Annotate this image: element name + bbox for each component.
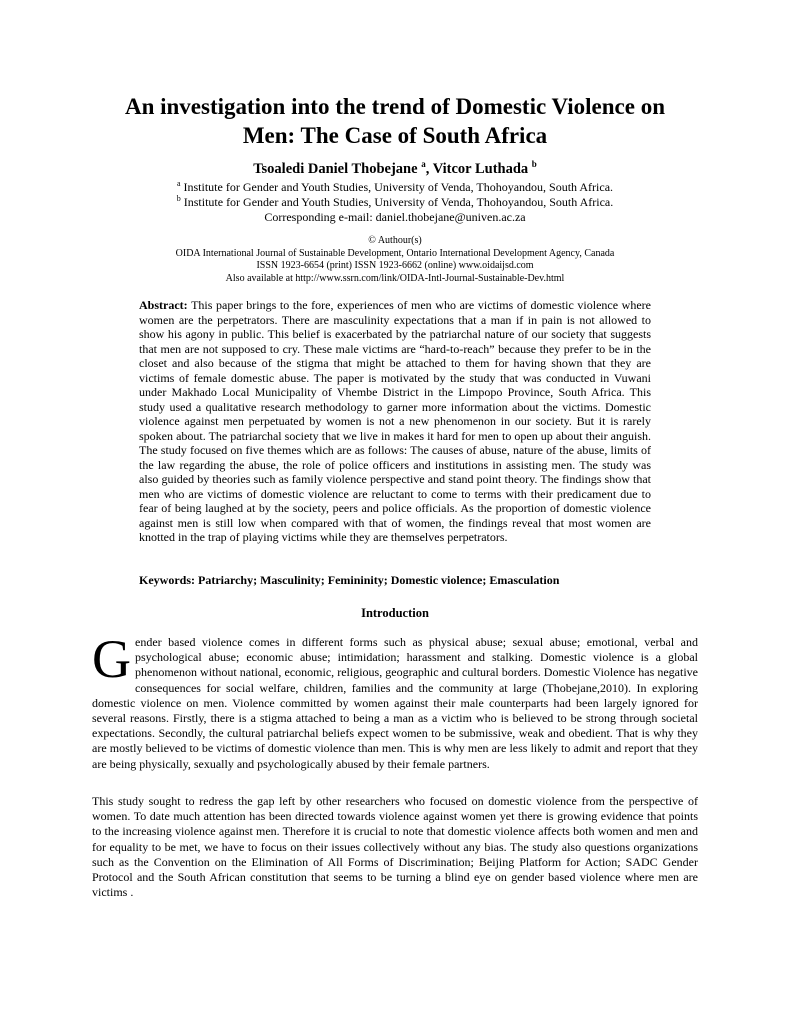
author-1-name: Tsoaledi Daniel Thobejane xyxy=(253,161,418,177)
journal-line: OIDA International Journal of Sustainable Development, Ontario International Development Agency, Canada xyxy=(175,247,615,259)
drop-cap: G xyxy=(92,629,131,689)
abstract-text: This paper brings to the fore, experiences of men who are victims of domestic violence where women are the perpetrators. There are masculinity expectations that a man if in pain is not allowed to show his agony in public. This belief is exacerbated by the patriarchal nature of our society that suggests that men are not supposed to cry. These male victims are “hard-to-reach” because they prefer to be in the closet and also because of the stigma that might be attached to them for having shown that they are victims of female domestic abuse. The paper is motivated by the study that was conducted in Vuwani under Makhado Local Municipality of Vhembe District in the Limpopo Province, South Africa. This study used a qualitative research methodology to garner more information about the victims. Domestic violence against men perpetuated by women is not a new phenomenon in our society. But it is rarely spoken about. The patriarchal society that we live in makes it hard for men to open up about their anguish. The study focused on five themes which are as follows: The causes of abuse, nature of the abuse, limits of the law regarding the abuse, the role of police officers and institutions in assisting men. The study was also guided by theories such as family violence perspective and stand point theory. The findings show that men who are victims of domestic violence are reluctant to come to terms with their predicament due to fear of being laughed at by the society, peers and police officials. As the proportion of domestic violence against men is still low when compared with that of women, the findings reveal that most women are knotted in the trap of playing victims while they are themselves perpetrators. xyxy=(139,298,651,544)
keywords: Keywords: Patriarchy; Masculinity; Femininity; Domestic violence; Emasculation xyxy=(139,573,560,587)
section-heading-introduction: Introduction xyxy=(361,606,429,620)
affiliation-a xyxy=(95,180,695,195)
title-line-2: Men: The Case of South Africa xyxy=(242,123,548,148)
author-1-marker: a xyxy=(421,159,426,170)
issn-line: ISSN 1923-6654 (print) ISSN 1923-6662 (online) www.oidaijsd.com xyxy=(256,260,534,271)
intro-paragraph-1-text: ender based violence comes in different forms such as physical abuse; sexual abuse; emotional, verbal and psychological abuse; economic abuse; intimidation; harassment and stalking. Domestic violence is a global phenomenon without national, economic, religious, geographic and cultural borders. Domestic Violence has negative consequences for social welfare, children, families and the community at large (Thobejane,2010). In exploring domestic violence on men. Violence committed by women against their male counterparts had been largely ignored for several reasons. Firstly, there is a stigma attached to being a man as a victim who is believed to be strong through societal expectations. Secondly, the cultural patriarchal beliefs expect women to be submissive, weak and obedient. That is why they are mostly believed to be victims of domestic violence than men. This is why men are less likely to admit and report that they are being physically, sexually and psychologically abused by their female partners. xyxy=(92,635,698,771)
title-line-1: An investigation into the trend of Domestic Violence on xyxy=(124,94,666,119)
author-2-marker: b xyxy=(531,159,537,170)
intro-paragraph-2: This study sought to redress the gap left by other researchers who focused on domestic violence from the perspective of women. To date much attention has been directed towards violence against women yet there is growing evidence that points to the increasing violence against men. Therefore it is crucial to note that domestic violence affects both women and men and for equality to be met, we have to focus on their issues collectively without any bias. The study also questions organizations such as the Convention on the Elimination of All Forms of Discrimination; Beijing Platform for Action; SADC Gender Protocol and the South African constitution that seems to be turning a blind eye on gender based violence where men are victims . xyxy=(92,794,698,900)
author-2-name: Vitcor Luthada xyxy=(432,161,529,177)
affiliation-a-marker: a xyxy=(176,179,181,188)
affiliation-b xyxy=(95,195,695,210)
abstract-label: Abstract: xyxy=(139,298,188,312)
author-list xyxy=(95,160,695,178)
affiliations xyxy=(95,180,695,225)
availability-line: Also available at http://www.ssrn.com/link/OIDA-Intl-Journal-Sustainable-Dev.html xyxy=(225,272,565,284)
copyright-block xyxy=(95,235,695,285)
corresponding-email: Corresponding e-mail: daniel.thobejane@univen.ac.za xyxy=(264,210,526,224)
paper-title xyxy=(95,92,695,150)
copyright-line: © Authour(s) xyxy=(368,235,422,246)
author-separator: , xyxy=(425,161,433,177)
affiliation-b-text: Institute for Gender and Youth Studies, University of Venda, Thohoyandou, South Africa. xyxy=(180,195,614,209)
intro-paragraph-1 xyxy=(92,629,698,772)
affiliation-b-marker: b xyxy=(176,194,181,203)
abstract xyxy=(139,298,651,545)
affiliation-a-text: Institute for Gender and Youth Studies, University of Venda, Thohoyandou, South Africa. xyxy=(180,180,614,194)
